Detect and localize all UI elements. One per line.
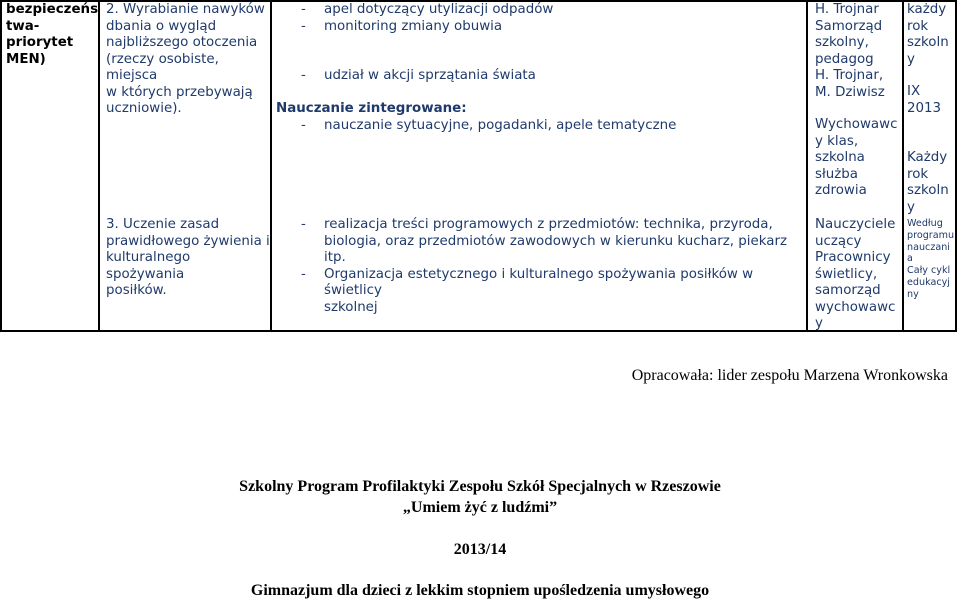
table-border-right: [955, 0, 957, 332]
school-name: Gimnazjum dla dzieci z lekkim stopniem upośledzenia umysłowego: [250, 582, 710, 599]
dash-bullet: -: [301, 2, 306, 17]
responsible-group-3: [815, 217, 903, 333]
prepared-by: Opracowała: lider zespołu Marzena Wronkowska: [631, 367, 948, 384]
priority-line: twa-: [6, 18, 40, 34]
responsible-group-2: [815, 117, 903, 200]
responsible-line: Nauczyciele: [815, 217, 896, 232]
priority-cell: [6, 2, 98, 68]
responsible-line: H. Trojnar: [815, 2, 879, 17]
activity-item: [301, 19, 806, 36]
deadline-line: szkoln: [907, 183, 949, 198]
activity-item: [301, 68, 806, 85]
activity-text: szkolnej: [324, 299, 378, 315]
activity-text: apel dotyczący utylizacji odpadów: [324, 2, 554, 17]
deadline-line: 2013: [907, 100, 942, 116]
deadline-line: IX: [907, 84, 921, 99]
goal-line: posiłków.: [106, 283, 167, 298]
activities-block-1: [301, 2, 806, 35]
goal-line: 3. Uczenie zasad: [106, 217, 220, 232]
deadline-line: Cały cykl: [907, 265, 951, 277]
deadline-group-3: [907, 150, 955, 216]
dash-bullet: -: [301, 18, 306, 34]
goal-item-2: [106, 2, 270, 118]
deadline-group-4: [907, 218, 955, 301]
dash-bullet: -: [301, 217, 306, 232]
activities-block-4: [301, 217, 806, 316]
responsible-line: Samorząd: [815, 18, 883, 34]
goal-line: w których przebywają: [106, 84, 253, 100]
goal-line: prawidłowego żywienia i: [106, 233, 270, 249]
responsible-line: szkolny,: [815, 35, 869, 50]
goal-line: dbania o wygląd: [106, 18, 217, 34]
priority-line: MEN): [6, 51, 46, 67]
responsible-line: samorząd: [815, 283, 881, 298]
integrated-heading: Nauczanie zintegrowane:: [276, 101, 467, 116]
activities-block-2: [301, 68, 806, 85]
deadline-line: każdy: [907, 2, 947, 17]
responsible-line: Pracownicy: [815, 250, 891, 265]
activity-text: Organizacja estetycznego i kulturalnego spożywania posiłków w świetlicy: [324, 266, 754, 298]
goal-line: 2. Wyrabianie nawyków: [106, 2, 265, 17]
responsible-line: y klas,: [815, 133, 859, 149]
activity-text: nauczanie sytuacyjne, pogadanki, apele tematyczne: [324, 117, 677, 133]
activity-text: udział w akcji sprzątania świata: [324, 68, 536, 83]
deadline-line: rok: [907, 166, 929, 182]
table-border-left: [0, 0, 2, 332]
table-border-bottom: [0, 330, 957, 332]
responsible-line: szkolna: [815, 150, 865, 165]
deadline-line: a: [907, 253, 913, 265]
deadline-line: szkoln: [907, 35, 949, 50]
deadline-line: programu: [907, 229, 955, 241]
goal-item-3: [106, 217, 270, 300]
column-divider-3: [806, 0, 808, 332]
responsible-line: świetlicy,: [815, 266, 878, 282]
column-divider-2: [270, 0, 272, 332]
deadline-group-1: [907, 2, 955, 68]
goal-line: uczniowie).: [106, 101, 182, 116]
activity-item: [301, 2, 806, 19]
deadline-line: Każdy: [907, 150, 948, 165]
deadline-group-2: [907, 84, 955, 117]
deadline-line: edukacyj: [907, 276, 950, 288]
activities-block-3: [276, 101, 806, 134]
activity-text: biologia, oraz przedmiotów zawodowych w kierunku kucharz, piekarz itp.: [324, 233, 788, 265]
activity-item: [301, 118, 806, 135]
responsible-line: uczący: [815, 233, 862, 249]
deadline-line: nauczani: [907, 241, 950, 253]
activity-item: [301, 217, 806, 267]
deadline-line: y: [907, 51, 915, 67]
program-title: Szkolny Program Profilaktyki Zespołu Szkół Specjalnych w Rzeszowie: [239, 478, 721, 495]
responsible-line: pedagog: [815, 51, 874, 67]
responsible-group-1: [815, 2, 903, 101]
priority-line: bezpieczeńs: [6, 2, 99, 17]
goal-line: (rzeczy osobiste, miejsca: [106, 51, 219, 83]
responsible-line: H. Trojnar,: [815, 68, 884, 83]
activity-text: realizacja treści programowych z przedmiotów: technika, przyroda,: [324, 217, 773, 232]
goal-line: kulturalnego spożywania: [106, 250, 191, 282]
responsible-line: Wychowawc: [815, 117, 898, 132]
responsible-line: wychowawc: [815, 299, 896, 315]
deadline-line: y: [907, 199, 915, 215]
deadline-line: rok: [907, 18, 929, 34]
responsible-line: M. Dziwisz: [815, 84, 885, 100]
dash-bullet: -: [301, 266, 306, 282]
school-year: 2013/14: [453, 541, 507, 558]
column-divider-1: [98, 0, 100, 332]
activity-item: [301, 267, 806, 317]
deadline-line: Według: [907, 218, 943, 229]
responsible-line: y: [815, 316, 823, 331]
responsible-line: zdrowia: [815, 183, 867, 198]
activity-text: monitoring zmiany obuwia: [324, 18, 503, 34]
priority-line: priorytet: [6, 35, 74, 50]
responsible-line: służba: [815, 166, 859, 182]
deadline-line: ny: [907, 288, 919, 300]
program-motto: „Umiem żyć z ludźmi”: [402, 499, 558, 516]
goal-line: najbliższego otoczenia: [106, 35, 258, 50]
dash-bullet: -: [301, 117, 306, 133]
dash-bullet: -: [301, 68, 306, 83]
